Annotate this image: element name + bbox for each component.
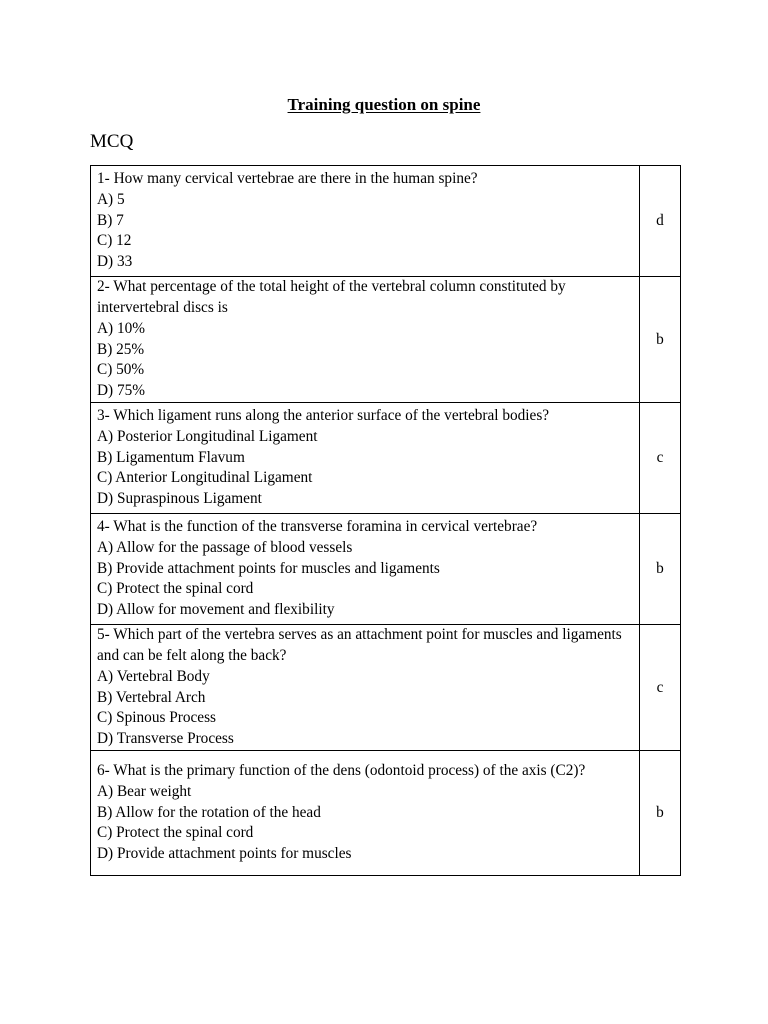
option-b: B) Allow for the rotation of the head [97, 803, 321, 821]
question-text: 3- Which ligament runs along the anterior surface of the vertebral bodies? [97, 407, 550, 425]
table-row [91, 625, 681, 751]
table-row [91, 277, 681, 403]
option-c: C) 12 [97, 232, 132, 250]
question-cell [91, 625, 640, 751]
question-text: 4- What is the function of the transverse foramina in cervical vertebrae? [97, 518, 538, 536]
option-d: D) Supraspinous Ligament [97, 490, 262, 508]
option-d: D) Transverse Process [97, 729, 234, 747]
page-title [0, 94, 768, 116]
option-c: C) Protect the spinal cord [97, 580, 254, 598]
option-b: B) 25% [97, 340, 145, 358]
option-d: D) Provide attachment points for muscles [97, 845, 352, 863]
table-row [91, 166, 681, 277]
option-b: B) 7 [97, 211, 124, 229]
answer-cell: b [640, 277, 681, 403]
section-label: MCQ [90, 131, 134, 152]
question-text: 1- How many cervical vertebrae are there in the human spine? [97, 170, 478, 188]
option-a: A) Bear weight [97, 782, 192, 800]
option-d: D) Allow for movement and flexibility [97, 601, 335, 619]
table-row [91, 751, 681, 876]
option-d: D) 75% [97, 381, 146, 399]
table-row [91, 403, 681, 514]
answer-cell: c [640, 403, 681, 514]
question-text: 6- What is the primary function of the dens (odontoid process) of the axis (C2)? [97, 762, 586, 780]
option-d: D) 33 [97, 253, 133, 271]
option-c: C) Anterior Longitudinal Ligament [97, 469, 313, 487]
option-a: A) Allow for the passage of blood vessels [97, 538, 353, 556]
option-a: A) Vertebral Body [97, 667, 210, 685]
answer-cell: c [640, 625, 681, 751]
option-b: B) Provide attachment points for muscles and ligaments [97, 559, 440, 577]
answer-cell: b [640, 514, 681, 625]
option-b: B) Vertebral Arch [97, 688, 206, 706]
option-a: A) 10% [97, 319, 146, 337]
option-a: A) Posterior Longitudinal Ligament [97, 427, 318, 445]
answer-cell: b [640, 751, 681, 876]
question-text: 5- Which part of the vertebra serves as an attachment point for muscles and ligaments and can be felt along the back? [97, 626, 622, 665]
option-c: C) Protect the spinal cord [97, 824, 254, 842]
mcq-table [90, 165, 681, 876]
question-cell [91, 514, 640, 625]
option-a: A) 5 [97, 190, 125, 208]
question-text: 2- What percentage of the total height of the vertebral column constituted by intervertebral discs is [97, 278, 566, 317]
option-c: C) Spinous Process [97, 709, 216, 727]
answer-cell: d [640, 166, 681, 277]
question-cell [91, 403, 640, 514]
question-cell [91, 277, 640, 403]
question-cell [91, 751, 640, 876]
question-cell [91, 166, 640, 277]
option-b: B) Ligamentum Flavum [97, 448, 245, 466]
option-c: C) 50% [97, 361, 145, 379]
table-row [91, 514, 681, 625]
page-title-text: Training question on spine [287, 95, 481, 114]
